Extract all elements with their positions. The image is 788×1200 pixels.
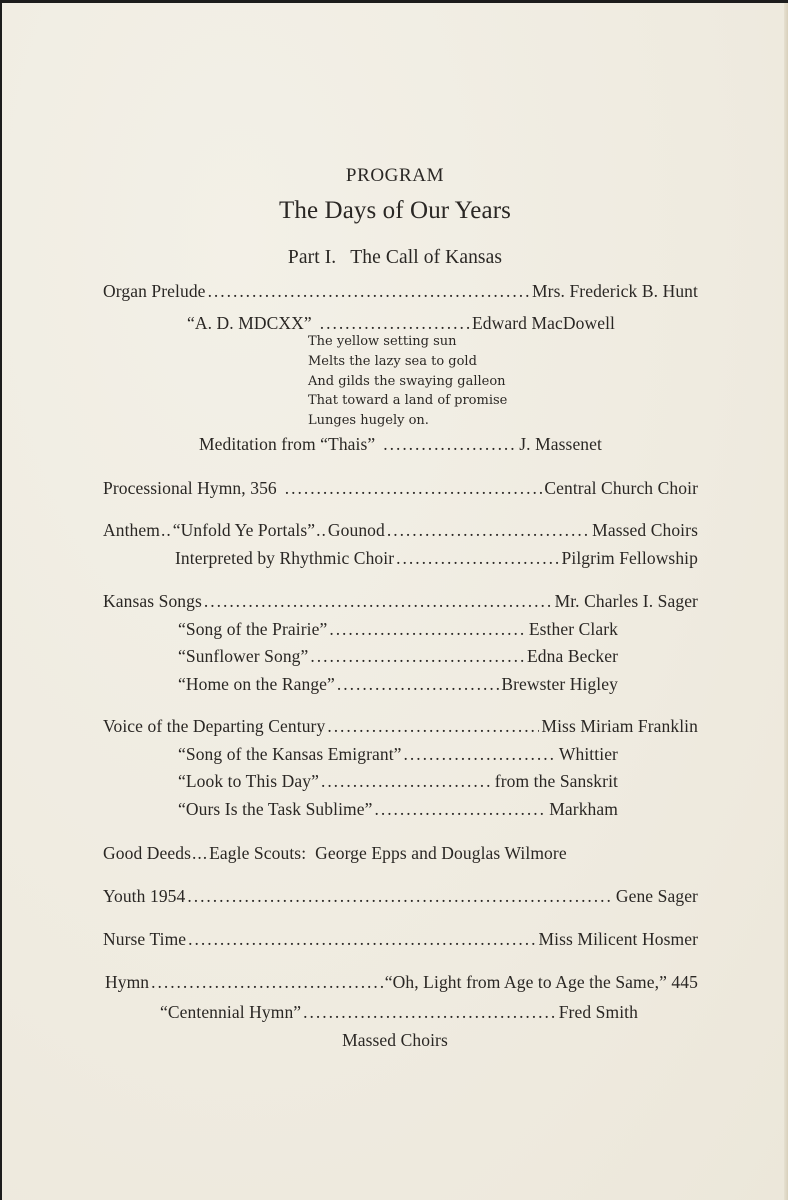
reading-title: “Song of the Kansas Emigrant” xyxy=(178,744,402,764)
dot-leader: .. xyxy=(160,520,172,540)
reading-item xyxy=(178,798,618,820)
program-item-nurse xyxy=(103,928,698,950)
dot-leader xyxy=(337,673,499,695)
dot-leader xyxy=(320,312,470,334)
reading-title: “Ours Is the Task Sublime” xyxy=(178,799,373,819)
dot-leader: .. xyxy=(316,520,327,540)
dot-leader xyxy=(327,715,539,737)
song-item xyxy=(178,645,618,667)
dot-leader xyxy=(188,928,536,950)
part-heading xyxy=(2,247,788,269)
program-heading: PROGRAM xyxy=(345,165,445,186)
part-number: Part I. xyxy=(287,247,337,268)
dot-leader xyxy=(303,1001,557,1023)
song-title: “Song of the Prairie” xyxy=(178,619,328,639)
item-performer: Central Church Choir xyxy=(544,478,698,498)
item-composer: Edward MacDowell xyxy=(471,313,615,333)
program-title: The Days of Our Years xyxy=(279,197,511,224)
program-item-hymn xyxy=(105,971,698,993)
poem-verse xyxy=(308,332,507,431)
item-title: “Oh, Light from Age to Age the Same,” 445 xyxy=(384,972,698,992)
item-label: “A. D. MDCXX” xyxy=(187,313,312,333)
item-label: Organ Prelude xyxy=(103,281,206,301)
poem-line: Lunges hugely on. xyxy=(308,413,429,429)
program-item-anthem xyxy=(103,519,698,541)
program-item-processional xyxy=(103,477,698,499)
reading-author: Whittier xyxy=(558,744,618,764)
dot-leader xyxy=(310,645,525,667)
dot-leader xyxy=(404,743,557,765)
item-performer: Pilgrim Fellowship xyxy=(561,548,698,568)
song-author: Brewster Higley xyxy=(501,674,618,694)
poem-line: And gilds the swaying galleon xyxy=(308,373,506,389)
poem-line: The yellow setting sun xyxy=(308,334,457,349)
item-label: Processional Hymn, 356 xyxy=(103,478,277,498)
program-item-ad-mdcxx xyxy=(187,312,615,334)
item-label: Good Deeds xyxy=(103,843,191,863)
item-author: Fred Smith xyxy=(558,1002,638,1022)
dot-leader xyxy=(208,280,530,302)
song-title: “Home on the Range” xyxy=(178,674,335,694)
item-label: Youth 1954 xyxy=(103,886,186,906)
dot-leader xyxy=(187,885,613,907)
song-author: Esther Clark xyxy=(528,619,618,639)
dot-leader: ... xyxy=(192,843,209,863)
reading-author: from the Sanskrit xyxy=(494,771,618,791)
item-performer: Miss Miriam Franklin xyxy=(541,716,698,736)
item-label: Kansas Songs xyxy=(103,591,202,611)
dot-leader xyxy=(387,519,590,541)
item-performer: Mr. Charles I. Sager xyxy=(554,591,698,611)
program-item-organ-prelude xyxy=(103,280,698,302)
dot-leader xyxy=(375,798,548,820)
massed-choirs-note: Massed Choirs xyxy=(342,1030,448,1050)
item-label: Nurse Time xyxy=(103,929,187,949)
item-label: Anthem xyxy=(103,520,160,540)
dot-leader xyxy=(321,770,493,792)
dot-leader xyxy=(204,590,553,612)
reading-author: Markham xyxy=(549,799,618,819)
reading-title: “Look to This Day” xyxy=(178,771,319,791)
program-item-kansas-songs xyxy=(103,590,698,612)
item-label: Interpreted by Rhythmic Choir xyxy=(175,548,395,568)
item-performer: Miss Milicent Hosmer xyxy=(538,929,698,949)
item-label: Voice of the Departing Century xyxy=(103,716,326,736)
program-item-voice xyxy=(103,715,698,737)
program-item-centennial xyxy=(160,1001,638,1023)
dot-leader xyxy=(383,433,517,455)
song-item xyxy=(178,618,618,640)
song-author: Edna Becker xyxy=(527,646,618,666)
program-page xyxy=(2,3,788,1200)
reading-item xyxy=(178,770,618,792)
item-composer: J. Massenet xyxy=(519,434,602,454)
dot-leader xyxy=(151,971,383,993)
part-title: The Call of Kansas xyxy=(350,247,503,268)
poem-line: That toward a land of promise xyxy=(308,393,508,409)
dot-leader xyxy=(396,547,559,569)
item-performer: Gene Sager xyxy=(615,886,698,906)
item-title: “Unfold Ye Portals” xyxy=(172,520,316,540)
item-label: Meditation from “Thais” xyxy=(199,434,376,454)
item-performer: Mrs. Frederick B. Hunt xyxy=(532,281,698,301)
song-title: “Sunflower Song” xyxy=(178,646,309,666)
item-label: Hymn xyxy=(105,972,150,992)
program-item-meditation xyxy=(199,433,602,455)
dot-leader xyxy=(285,477,543,499)
song-item xyxy=(178,673,618,695)
poem-line: Melts the lazy sea to gold xyxy=(308,353,477,369)
program-item-interpreted xyxy=(175,547,698,569)
item-performer: Eagle Scouts: George Epps and Douglas Wilmore xyxy=(209,843,567,863)
reading-item xyxy=(178,743,618,765)
program-item-good-deeds xyxy=(103,842,698,864)
dot-leader xyxy=(329,618,526,640)
item-label: “Centennial Hymn” xyxy=(160,1002,302,1022)
program-item-youth xyxy=(103,885,698,907)
item-performer: Massed Choirs xyxy=(592,520,698,540)
item-composer: Gounod xyxy=(327,520,385,540)
